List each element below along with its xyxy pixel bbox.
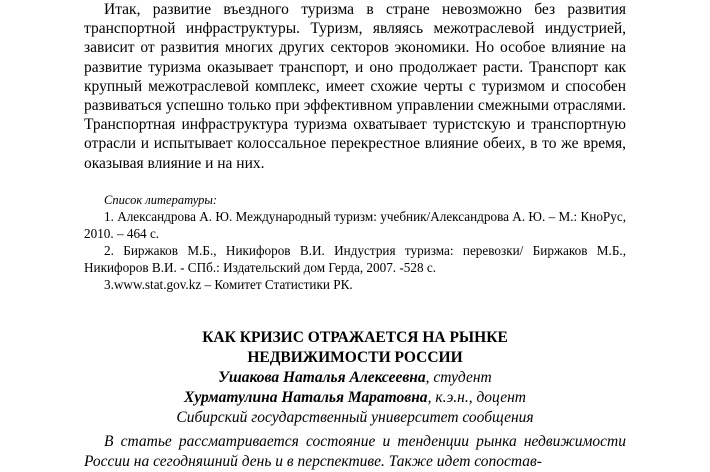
author-2-name: Хурматулина Наталья Маратовна (184, 389, 428, 406)
article-title-line-2: НЕДВИЖИМОСТИ РОССИИ (247, 349, 463, 366)
reference-item-2: 2. Биржаков М.Б., Никифоров В.И. Индустрия туризма: перевозки/ Биржаков М.Б., Никифоров В.И. - СПб.: Издательский дом Герда, 2007. -528 с. (84, 243, 626, 275)
reference-item-1: 1. Александрова А. Ю. Международный туризм: учебник/Александрова А. Ю. – М.: КноРус, 2010. – 464 с. (84, 209, 626, 241)
author-1-name: Ушакова Наталья Алексеевна (218, 369, 426, 386)
references-title: Список литературы: (104, 193, 218, 207)
author-2 (84, 388, 626, 408)
article-title-line-1: КАК КРИЗИС ОТРАЖАЕТСЯ НА РЫНКЕ (202, 329, 508, 346)
abstract: В статье рассматривается состояние и тенденции рынка недвижимости России на сегодняшний день и в перспективе. Также идет сопостав- (84, 433, 626, 470)
author-1 (84, 368, 626, 388)
body-paragraph: Итак, развитие въездного туризма в стране невозможно без развития транспортной инфраструктуры. Туризм, являясь межотраслевой индустрией, зависит от развития многих других секторов экономики. Но особое влияние на развитие туризма оказывает транспорт, и оно продолжает расти. Транспорт как крупный межотраслевой комплекс, имеет схожие черты с туризмом и способен развиваться успешно только при эффективном управлении смежными отраслями. Транспортная инфраструктура туризма охватывает туристскую и транспортную отрасли и испытывает колоссальное перекрестное влияние обеих, в то же время, оказывая влияние и на них. (84, 1, 626, 172)
author-2-role: , к.э.н., доцент (427, 389, 526, 406)
author-1-role: , студент (425, 369, 492, 386)
reference-item-3: 3.www.stat.gov.kz – Комитет Статистики РК. (104, 277, 353, 292)
affiliation: Сибирский государственный университет сообщения (176, 409, 534, 426)
